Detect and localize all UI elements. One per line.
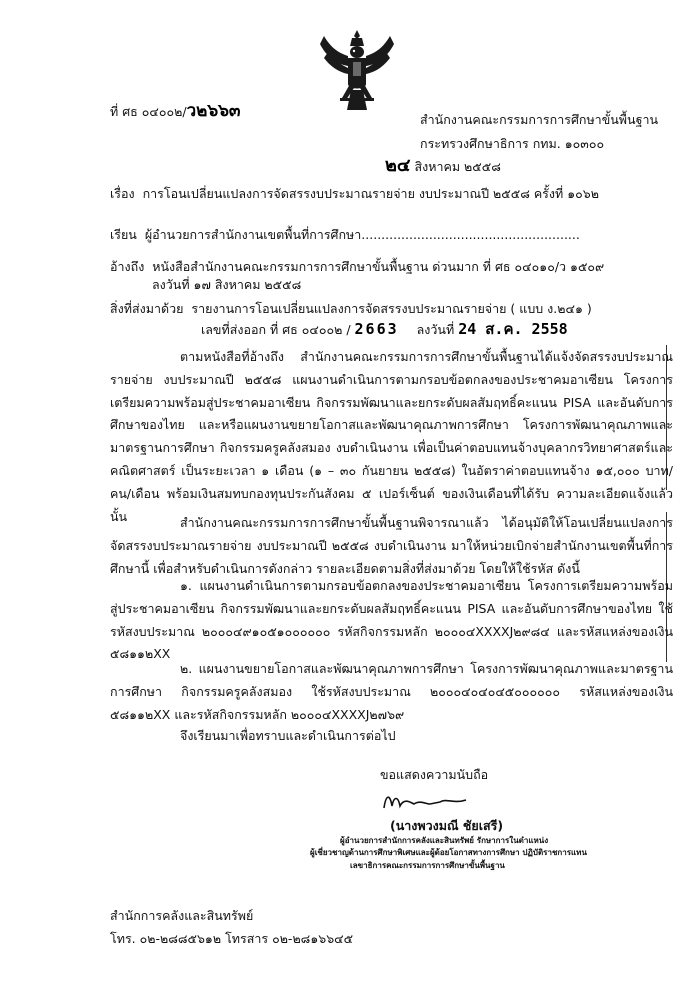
footer-contact: โทร. ๐๒-๒๘๘๕๖๑๒ โทรสาร ๐๒-๒๘๑๖๖๔๕ xyxy=(110,931,354,946)
code-item-1: ๑. แผนงานดำเนินการตามกรอบข้อตกลงของประชาคมอาเซียน โครงการเตรียมความพร้อมสู่ประชาคมอาเซียน กิจกรรมพัฒนาและยกระดับผลสัมฤทธิ์คะแนน PISA และอันดับการศึกษาของไทย ใช้รหัสงบประมาณ ๒๐๐๐๔๙๑๐๕๑๐๐๐๐๐๐ รหัสกิจกรรมหลัก ๒๐๐๐๔XXXXJ๒๙๘๔ และรหัสแหล่งของเงิน ๕๘๑๑๒XX xyxy=(110,578,673,662)
body-paragraph-1: ตามหนังสือที่อ้างถึง สำนักงานคณะกรรมการการศึกษาขั้นพื้นฐานได้แจ้งจัดสรรงบประมาณรายจ่าย งบประมาณปี ๒๕๕๘ แผนงานดำเนินการตามกรอบข้อตกลงของประชาคมอาเซียน โครงการเตรียมความพร้อมสู่ประชาคมอาเซียน กิจกรรมพัฒนาและยกระดับผลสัมฤทธิ์คะแนน PISA และอันดับการศึกษาของไทย และหรือแผนงานขยายโอกาสและพัฒนาคุณภาพการศึกษา โครงการพัฒนาคุณภาพและมาตรฐานการศึกษา กิจกรรมครูคลังสมอง งบดำเนินงาน เพื่อเป็นค่าตอบแทนจ้างบุคลากรวิทยาศาสตร์และคณิตศาสตร์ เป็นระยะเวลา ๑ เดือน (๑ – ๓๐ กันยายน ๒๕๕๘) ในอัตราค่าตอบแทนจ้าง ๑๕,๐๐๐ บาท/คน/เดือน พร้อมเงินสมทบกองทุนประกันสังคม ๕ เปอร์เซ็นต์ ของเงินเดือนที่ได้รับ ความละเอียดแจ้งแล้ว นั้น xyxy=(110,349,673,524)
letter-date: ๒๔ สิงหาคม ๒๕๕๘ xyxy=(385,155,501,176)
body-paragraph-2: สำนักงานคณะกรรมการการศึกษาขั้นพื้นฐานพิจารณาแล้ว ได้อนุมัติให้โอนเปลี่ยนแปลงการจัดสรรงบประมาณรายจ่าย งบประมาณปี ๒๕๕๘ งบดำเนินงาน มาให้หน่วยเบิกจ่ายสำนักงานเขตพื้นที่การศึกษานี้ เพื่อสำหรับดำเนินการดังกล่าว รายละเอียดตามสิ่งที่ส่งมาด้วย โดยให้ใช้รหัส ดังนี้ xyxy=(110,515,673,576)
recipient-line: เรียน ผู้อำนวยการสำนักงานเขตพื้นที่การศึกษา....................................................... xyxy=(110,227,580,242)
garuda-emblem-icon xyxy=(318,26,396,114)
doc-number: ที่ ศธ ๐๔๐๐๒/ว๒๖๖๓ xyxy=(110,101,241,121)
sign-off: ขอแสดงความนับถือ xyxy=(380,767,489,782)
office-line-1: สำนักงานคณะกรรมการการศึกษาขั้นพื้นฐาน xyxy=(420,112,659,127)
signer-position-3: เลขาธิการคณะกรรมการการศึกษาขั้นพื้นฐาน xyxy=(350,861,505,870)
enclosure-line: สิ่งที่ส่งมาด้วย รายงานการโอนเปลี่ยนแปลงการจัดสรรงบประมาณรายจ่าย ( แบบ ง.๒๔๑ ) xyxy=(110,301,592,316)
office-line-2: กระทรวงศึกษาธิการ กทม. ๑๐๓๐๐ xyxy=(420,136,605,151)
subject-line: เรื่อง การโอนเปลี่ยนแปลงการจัดสรรงบประมาณรายจ่าย งบประมาณปี ๒๕๕๘ ครั้งที่ ๑๐๖๒ xyxy=(110,186,599,201)
enclosure-outgoing: เลขที่ส่งออก ที่ ศธ ๐๔๐๐๒ / 2663 ลงวันที่ 24 ส.ค. 2558 xyxy=(201,320,568,338)
outgoing-number-handwritten: 2663 xyxy=(354,320,399,338)
code-item-2: ๒. แผนงานขยายโอกาสและพัฒนาคุณภาพการศึกษา โครงการพัฒนาคุณภาพและมาตรฐานการศึกษา กิจกรรมครูคลังสมอง ใช้รหัสงบประมาณ ๒๐๐๐๔๐๔๐๔๕๐๐๐๐๐๐ รหัสแหล่งของเงิน ๕๘๑๑๒XX และรหัสกิจกรรมหลัก ๒๐๐๐๔XXXXJ๒๗๖๙ xyxy=(110,661,673,722)
footer-office: สำนักการคลังและสินทรัพย์ xyxy=(110,908,254,923)
signer-position-1: ผู้อำนวยการสำนักการคลังและสินทรัพย์ รักษาการในตำแหน่ง xyxy=(340,836,549,845)
outgoing-date-handwritten: 24 ส.ค. 2558 xyxy=(458,320,568,338)
closing-line: จึงเรียนมาเพื่อทราบและดำเนินการต่อไป xyxy=(180,728,396,743)
signer-name: (นางพวงมณี ชัยเสรี) xyxy=(390,818,504,833)
reference-line-2: ลงวันที่ ๑๗ สิงหาคม ๒๕๕๘ xyxy=(152,277,302,292)
reference-line-1: อ้างถึง หนังสือสำนักงานคณะกรรมการการศึกษาขั้นพื้นฐาน ด่วนมาก ที่ ศธ ๐๔๐๑๐/ว ๑๕๐๙ xyxy=(110,259,605,274)
doc-number-handwritten: ว๒๖๖๓ xyxy=(186,101,241,121)
signature-mark xyxy=(380,790,470,814)
signer-position-2: ผู้เชี่ยวชาญด้านการศึกษาพิเศษและผู้ด้อยโอกาสทางการศึกษา ปฏิบัติราชการแทน xyxy=(310,848,587,857)
date-day-handwritten: ๒๔ xyxy=(385,155,411,176)
